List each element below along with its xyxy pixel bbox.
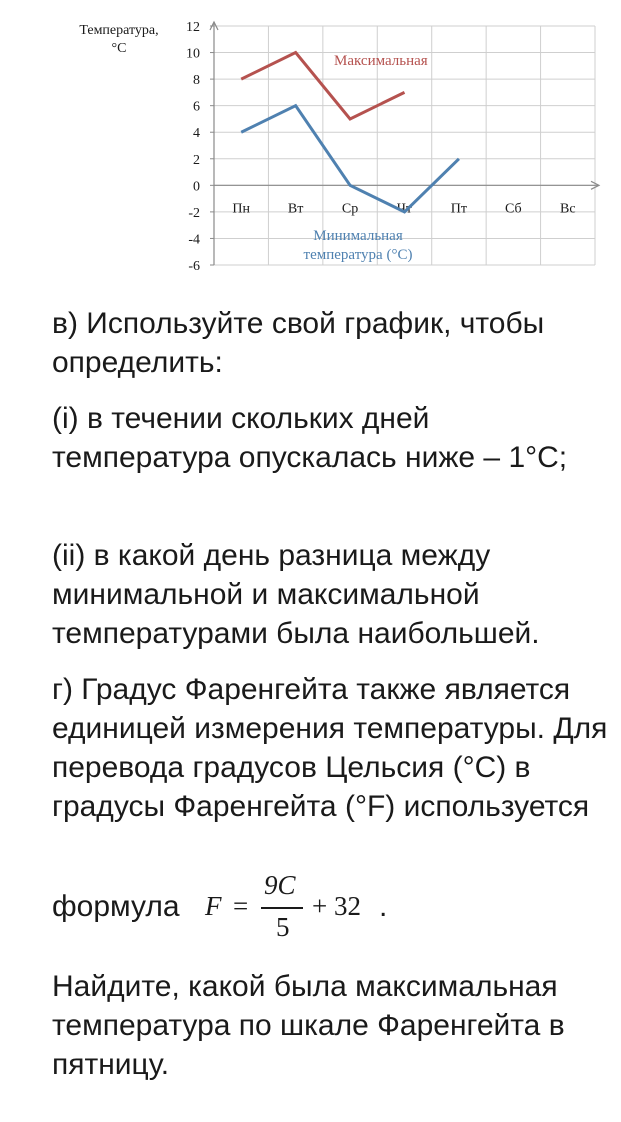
fraction-bar — [261, 907, 303, 909]
temperature-chart — [0, 0, 621, 285]
x-tick-label: Вс — [560, 201, 576, 217]
legend-max-label: Максимальная — [334, 53, 428, 69]
question-v-ii: (ii) в какой день разница между минимальной и максимальной температурами была наибольшей. — [52, 539, 540, 650]
formula-denominator: 5 — [276, 912, 290, 942]
y-tick-label: -2 — [188, 205, 200, 221]
question-v: в) Используйте свой график, чтобы определить: — [52, 307, 545, 379]
formula-plus-32: + 32 — [312, 891, 361, 921]
legend-min-label-line2: температура (°C) — [303, 247, 413, 263]
y-tick-label: 6 — [193, 99, 200, 115]
y-tick-label: 10 — [186, 46, 200, 62]
x-tick-label: Пт — [450, 201, 468, 217]
formula-F: F — [205, 891, 222, 921]
question-v-i: (i) в течении скольких дней температура опускалась ниже – 1°С; — [52, 402, 568, 474]
question-g: г) Градус Фаренгейта также является единицей измерения температуры. Для перевода градусов Цельсия (°С) в градусы Фаренгейта (°F) используется — [52, 673, 608, 823]
x-tick-label: Ср — [341, 201, 359, 217]
y-tick-label: 12 — [186, 20, 200, 35]
x-tick-label: Сб — [505, 201, 522, 217]
y-tick-label: -6 — [188, 259, 200, 274]
y-tick-label: 8 — [193, 73, 200, 89]
y-tick-label: 4 — [193, 126, 200, 142]
x-tick-labels — [232, 201, 575, 216]
x-tick-label: Пн — [232, 201, 251, 217]
x-tick-label: Вт — [287, 201, 304, 217]
y-tick-labels — [186, 20, 200, 274]
formula-numerator: 9C — [264, 870, 296, 900]
y-axis-label-line1: Температура, — [79, 23, 159, 38]
question-final: Найдите, какой была максимальная температура по шкале Фаренгейта в пятницу. — [52, 970, 565, 1081]
y-tick-label: 0 — [193, 179, 200, 195]
y-tick-label: -4 — [188, 232, 200, 248]
formula-equals: = — [233, 891, 249, 921]
formula-word: формула — [52, 890, 180, 923]
y-tick-label: 2 — [193, 152, 200, 168]
y-axis-label-line2: °C — [111, 41, 127, 56]
formula-period: . — [379, 890, 388, 923]
formula-line — [52, 872, 612, 944]
legend-min-label-line1: Минимальная — [313, 228, 403, 244]
x-tick-label: Чт — [396, 201, 413, 217]
